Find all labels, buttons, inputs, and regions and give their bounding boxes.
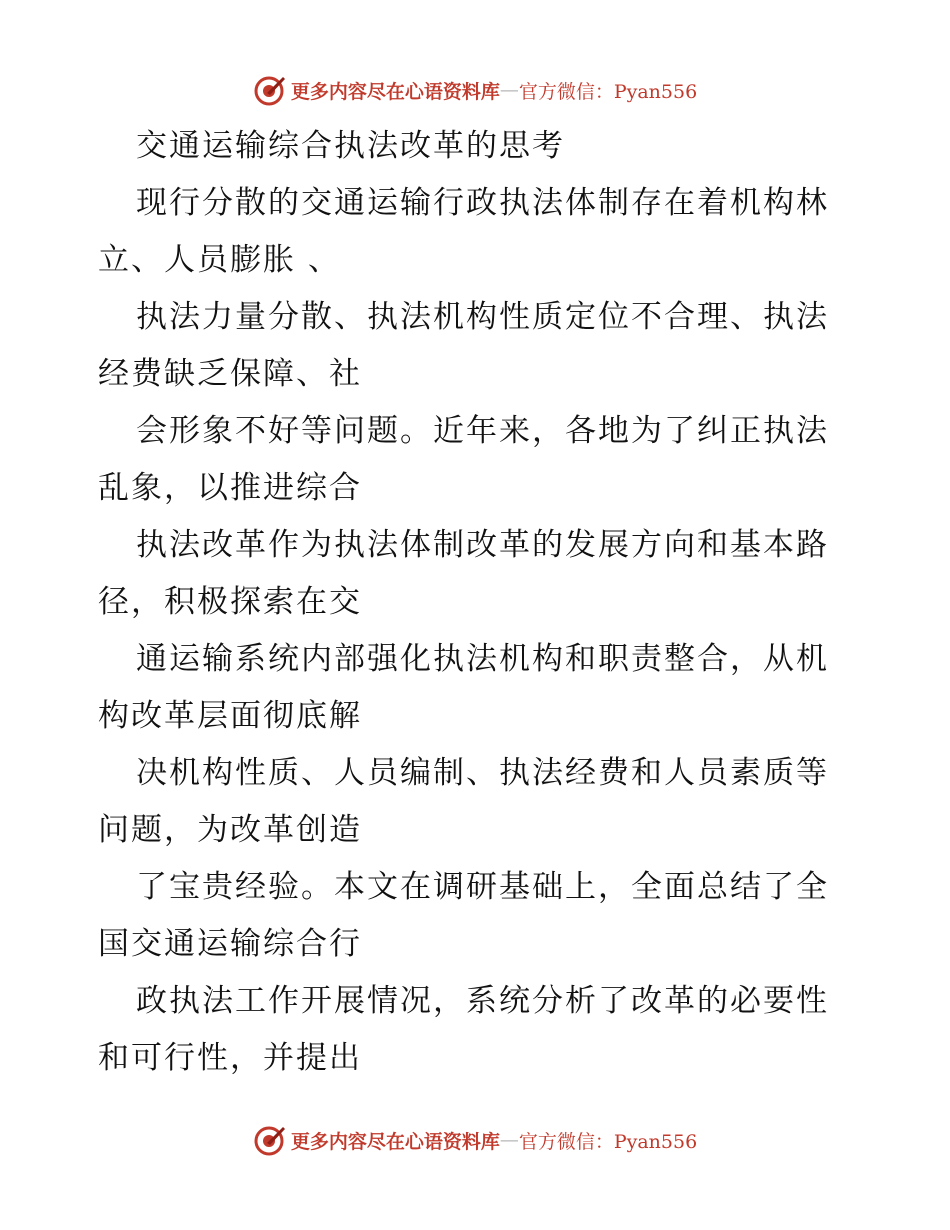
text-line: 国交通运输综合行 [98,926,362,962]
watermark-contact: 官方微信：Pyan556 [518,1130,698,1153]
text-line: 乱象，以推进综合 [98,470,362,506]
watermark-separator: — [499,79,519,101]
watermark-contact: 官方微信：Pyan556 [518,80,698,103]
text-line: 立、人员膨胀 、 [98,242,341,278]
quill-seal-icon [253,1123,287,1157]
text-line: 执法改革作为执法体制改革的发展方向和基本路 [136,527,829,563]
watermark-separator: — [499,1129,519,1151]
text-line: 径，积极探索在交 [98,584,362,620]
text-line: 问题，为改革创造 [98,812,362,848]
text-line: 构改革层面彻底解 [98,698,362,734]
text-line: 决机构性质、人员编制、执法经费和人员素质等 [136,755,829,791]
watermark-brand: 更多内容尽在心语资料库 [290,1130,500,1153]
text-line: 经费缺乏保障、社 [98,356,362,392]
text-line: 通运输系统内部强化执法机构和职责整合，从机 [136,641,829,677]
text-line: 执法力量分散、执法机构性质定位不合理、执法 [136,299,829,335]
watermark-brand: 更多内容尽在心语资料库 [290,80,500,103]
text-line: 了宝贵经验。本文在调研基础上，全面总结了全 [136,869,829,905]
document-body [98,118,858,1087]
text-line: 和可行性，并提出 [98,1040,362,1076]
text-line: 现行分散的交通运输行政执法体制存在着机构林 [136,185,829,221]
watermark-header [0,70,950,110]
text-line: 会形象不好等问题。近年来，各地为了纠正执法 [136,413,829,449]
document-title: 交通运输综合执法改革的思考 [136,128,565,164]
text-line: 政执法工作开展情况，系统分析了改革的必要性 [136,983,829,1019]
quill-seal-icon [253,73,287,107]
watermark-footer [0,1120,950,1160]
